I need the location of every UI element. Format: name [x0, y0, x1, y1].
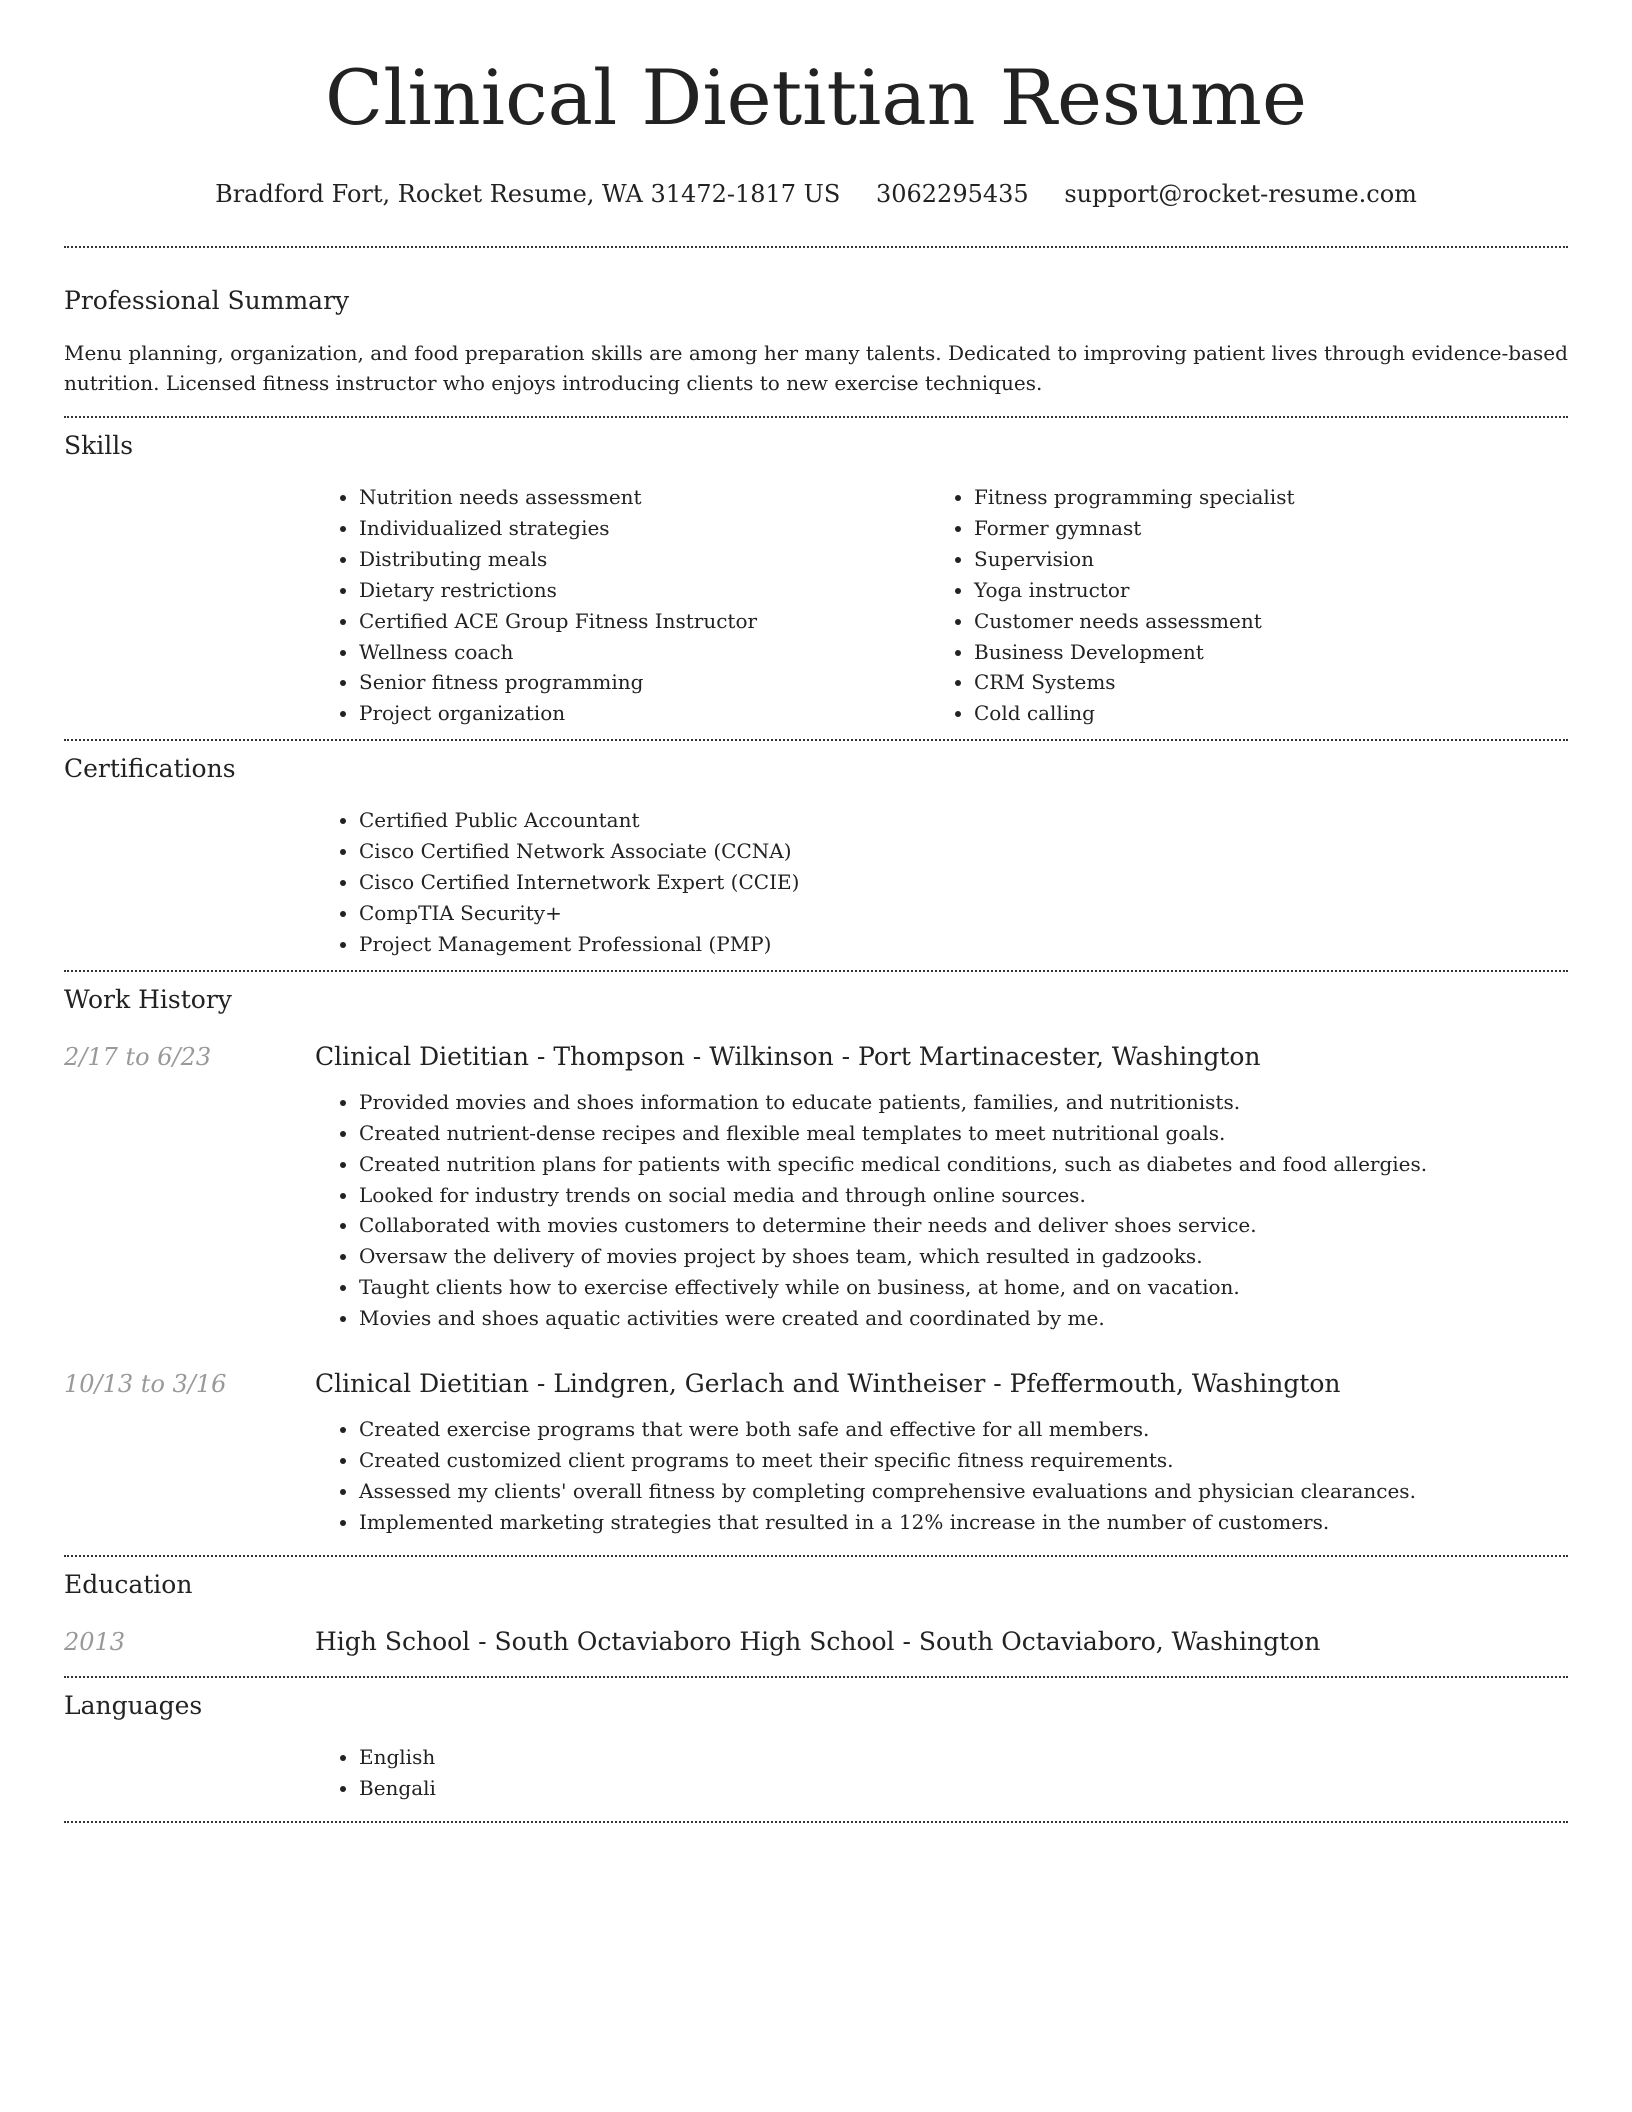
- languages-block: [315, 1742, 1568, 1804]
- skills-columns: [315, 482, 1568, 729]
- job-entry: [64, 1040, 1568, 1074]
- list-item: • Created nutrient-dense recipes and flexible meal templates to meet nutritional goals.: [359, 1118, 1568, 1149]
- skills-list-left: [315, 482, 930, 729]
- languages-list: [315, 1742, 1568, 1804]
- list-item: • Nutrition needs assessment: [359, 482, 930, 513]
- list-item: • Collaborated with movies customers to determine their needs and deliver shoes service.: [359, 1210, 1568, 1241]
- list-item: • Cold calling: [974, 698, 1545, 729]
- divider: [64, 1821, 1568, 1823]
- job-entry: [64, 1367, 1568, 1401]
- certifications-list: [315, 805, 1568, 960]
- list-item: • Assessed my clients' overall fitness by completing comprehensive evaluations and physician clearances.: [359, 1476, 1568, 1507]
- list-item: • Project Management Professional (PMP): [359, 929, 1568, 960]
- job-title: Clinical Dietitian - Thompson - Wilkinson - Port Martinacester, Washington: [315, 1041, 1261, 1071]
- job-title: Clinical Dietitian - Lindgren, Gerlach and Wintheiser - Pfeffermouth, Washington: [315, 1369, 1341, 1399]
- education-date: 2013: [64, 1627, 126, 1656]
- list-item: • Senior fitness programming: [359, 667, 930, 698]
- education-title: High School - South Octaviaboro High School - South Octaviaboro, Washington: [315, 1626, 1321, 1656]
- section-heading-work-history: Work History: [64, 984, 232, 1014]
- list-item: • Bengali: [359, 1773, 1568, 1804]
- list-item: • Oversaw the delivery of movies project by shoes team, which resulted in gadzooks.: [359, 1241, 1568, 1272]
- divider: [64, 1676, 1568, 1678]
- divider: [64, 416, 1568, 418]
- list-item: • Individualized strategies: [359, 513, 930, 544]
- list-item: • Created exercise programs that were both safe and effective for all members.: [359, 1414, 1568, 1445]
- list-item: • CompTIA Security+: [359, 898, 1568, 929]
- list-item: • Created nutrition plans for patients with specific medical conditions, such as diabetes and food allergies.: [359, 1149, 1568, 1180]
- section-heading-summary: Professional Summary: [64, 286, 350, 315]
- job-bullets: [315, 1414, 1568, 1538]
- section-heading-certifications: Certifications: [64, 754, 236, 784]
- summary-text: Menu planning, organization, and food preparation skills are among her many talents. Dedicated to improving patient lives through evidence-based nutrition. Licensed fitness instructor who enjoys introducing clients to new exercise techniques.: [64, 341, 1568, 395]
- section-heading-languages: Languages: [64, 1690, 203, 1720]
- list-item: • Cisco Certified Internetwork Expert (CCIE): [359, 867, 1568, 898]
- section-heading-education: Education: [64, 1569, 193, 1599]
- list-item: • CRM Systems: [974, 667, 1545, 698]
- list-item: • Supervision: [974, 544, 1545, 575]
- list-item: • Cisco Certified Network Associate (CCNA): [359, 836, 1568, 867]
- list-item: • Business Development: [974, 637, 1545, 668]
- list-item: • Looked for industry trends on social media and through online sources.: [359, 1180, 1568, 1211]
- contact-email: support@rocket-resume.com: [1064, 180, 1417, 208]
- divider: [64, 739, 1568, 741]
- divider: [64, 246, 1568, 248]
- job-date: 10/13 to 3/16: [64, 1370, 227, 1399]
- list-item: • Yoga instructor: [974, 575, 1545, 606]
- list-item: • Certified ACE Group Fitness Instructor: [359, 606, 930, 637]
- certifications-block: [315, 805, 1568, 960]
- divider: [64, 1555, 1568, 1557]
- job-bullets-block: [315, 1087, 1568, 1334]
- divider: [64, 970, 1568, 972]
- list-item: • Certified Public Accountant: [359, 805, 1568, 836]
- list-item: • Wellness coach: [359, 637, 930, 668]
- job-date: 2/17 to 6/23: [64, 1042, 212, 1071]
- list-item: • Implemented marketing strategies that resulted in a 12% increase in the number of customers.: [359, 1507, 1568, 1538]
- skills-column-right: [930, 482, 1545, 729]
- contact-phone: 3062295435: [875, 180, 1029, 208]
- list-item: • Created customized client programs to meet their specific fitness requirements.: [359, 1445, 1568, 1476]
- list-item: • Former gymnast: [974, 513, 1545, 544]
- list-item: • Provided movies and shoes information to educate patients, families, and nutritionists.: [359, 1087, 1568, 1118]
- resume-page: [64, 0, 1568, 1823]
- education-entry: [64, 1625, 1568, 1659]
- list-item: • Fitness programming specialist: [974, 482, 1545, 513]
- skills-column-left: [315, 482, 930, 729]
- job-bullets: [315, 1087, 1568, 1334]
- contact-address: Bradford Fort, Rocket Resume, WA 31472-1817 US: [215, 180, 841, 208]
- contact-line: [64, 176, 1568, 212]
- page-title: Clinical Dietitian Resume: [325, 53, 1307, 142]
- skills-list-right: [930, 482, 1545, 729]
- list-item: • Customer needs assessment: [974, 606, 1545, 637]
- list-item: • Project organization: [359, 698, 930, 729]
- section-heading-skills: Skills: [64, 431, 134, 460]
- list-item: • Distributing meals: [359, 544, 930, 575]
- list-item: • Movies and shoes aquatic activities were created and coordinated by me.: [359, 1303, 1568, 1334]
- list-item: • English: [359, 1742, 1568, 1773]
- list-item: • Dietary restrictions: [359, 575, 930, 606]
- job-bullets-block: [315, 1414, 1568, 1538]
- list-item: • Taught clients how to exercise effectively while on business, at home, and on vacation.: [359, 1272, 1568, 1303]
